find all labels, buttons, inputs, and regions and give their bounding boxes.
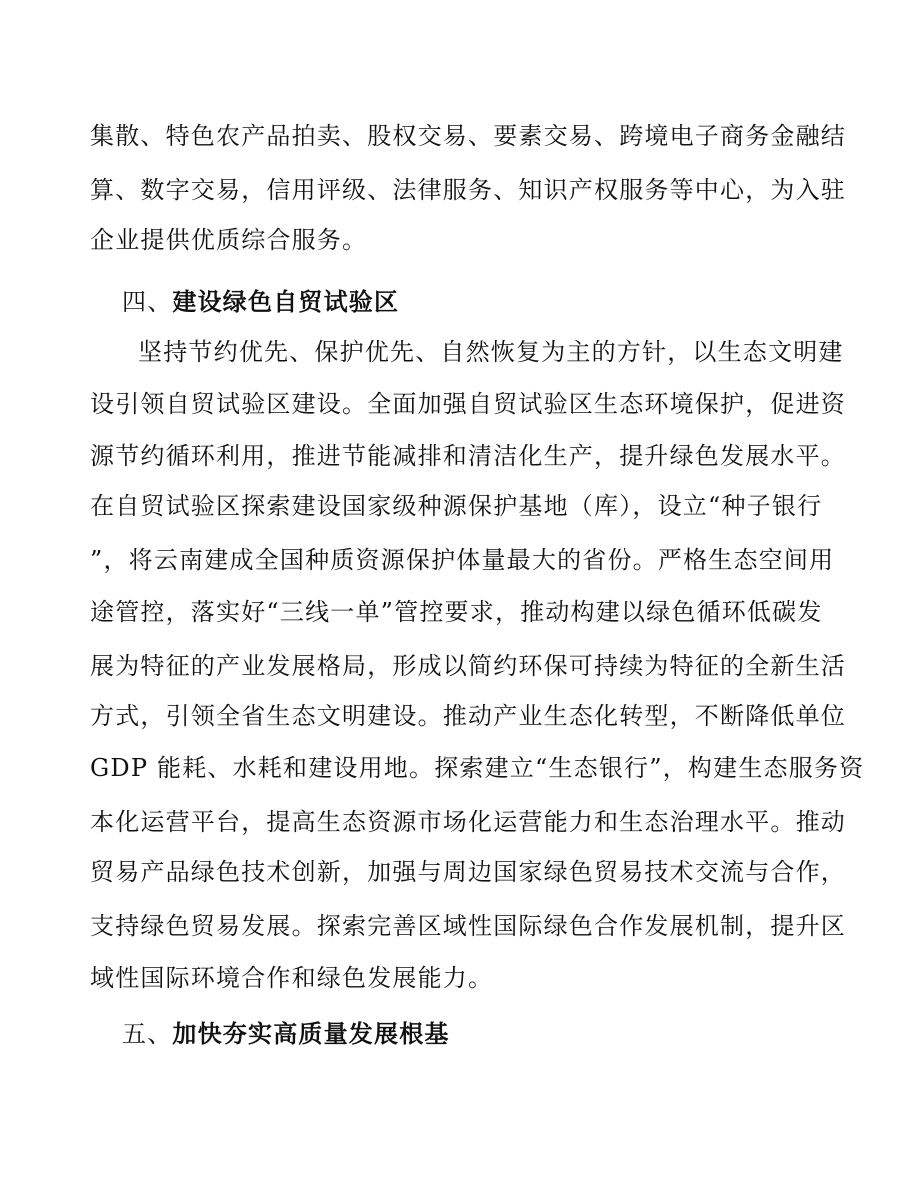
paragraph-line: 坚持节约优先、保护优先、自然恢复为主的方针，以生态文明建 (138, 338, 844, 366)
section-number: 四、 (122, 288, 173, 316)
paragraph-line: 在自贸试验区探索建设国家级种源保护基地（库），设立“种子银行 (90, 492, 823, 520)
section-number: 五、 (122, 1020, 173, 1048)
section-heading-5 (122, 1018, 450, 1050)
paragraph-line: 贸易产品绿色技术创新，加强与周边国家绿色贸易技术交流与合作， (90, 858, 846, 886)
paragraph-line: GDP 能耗、水耗和建设用地。探索建立“生态银行”，构建生态服务资 (90, 754, 865, 782)
paragraph-line: ”，将云南建成全国种质资源保护体量最大的省份。严格生态空间用 (90, 546, 835, 574)
paragraph-line: 集散、特色农产品拍卖、股权交易、要素交易、跨境电子商务金融结 (90, 122, 846, 150)
paragraph-line: 算、数字交易，信用评级、法律服务、知识产权服务等中心，为入驻 (90, 176, 846, 204)
paragraph-line: 域性国际环境合作和绿色发展能力。 (90, 964, 494, 992)
section-heading-4 (122, 286, 399, 318)
section-title: 加快夯实高质量发展根基 (172, 1019, 450, 1048)
paragraph-line: 本化运营平台，提高生态资源市场化运营能力和生态治理水平。推动 (90, 808, 846, 836)
paragraph-line: 企业提供优质综合服务。 (90, 226, 368, 254)
paragraph-line: 源节约循环利用，推进节能减排和清洁化生产，提升绿色发展水平。 (90, 442, 846, 470)
section-title: 建设绿色自贸试验区 (172, 287, 400, 316)
paragraph-line: 方式，引领全省生态文明建设。推动产业生态化转型，不断降低单位 (90, 702, 846, 730)
paragraph-line: 支持绿色贸易发展。探索完善区域性国际绿色合作发展机制，提升区 (90, 912, 846, 940)
paragraph-line: 途管控，落实好“三线一单”管控要求，推动构建以绿色循环低碳发 (90, 598, 823, 626)
paragraph-line: 设引领自贸试验区建设。全面加强自贸试验区生态环境保护，促进资 (90, 390, 846, 418)
paragraph-line: 展为特征的产业发展格局，形成以简约环保可持续为特征的全新生活 (90, 652, 846, 680)
